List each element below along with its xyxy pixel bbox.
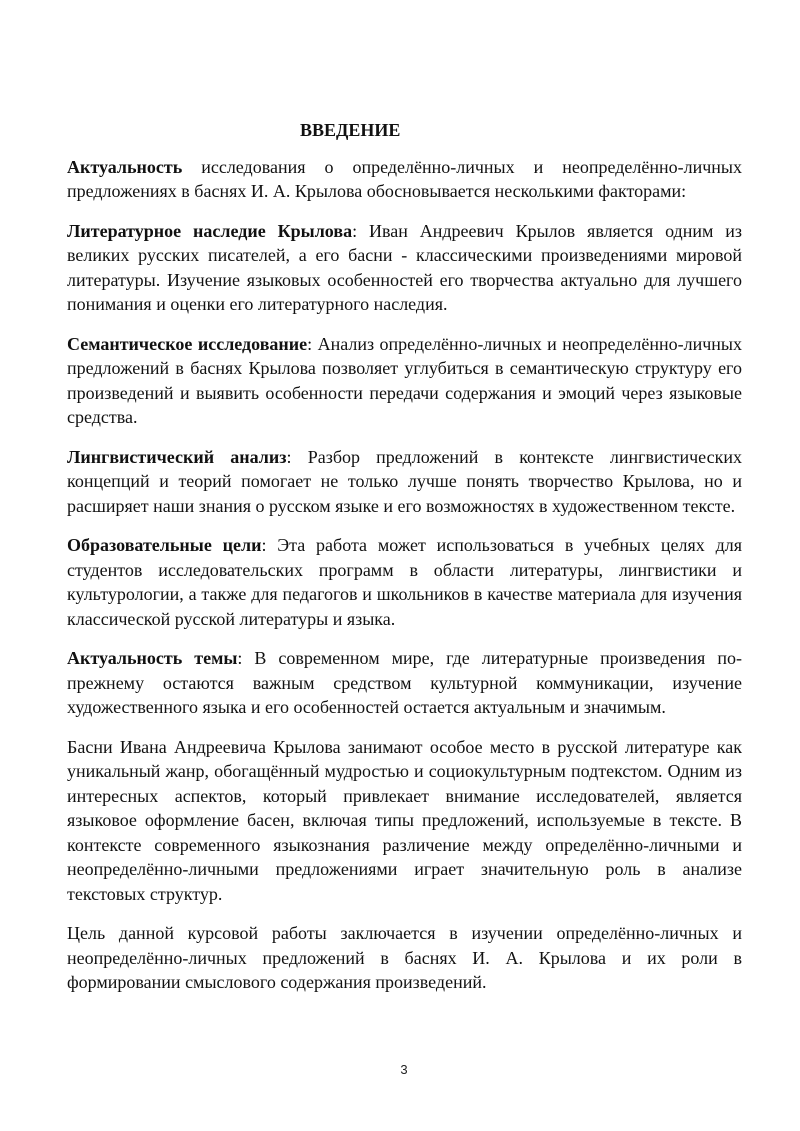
paragraph-lead: Образовательные цели — [67, 535, 262, 555]
paragraph-lead: Лингвистический анализ — [67, 446, 287, 467]
section-title: ВВЕДЕНИЕ — [300, 120, 401, 140]
paragraph-lead: Актуальность — [67, 156, 183, 177]
paragraph-body: : В современном мире, где литературные произведения по-прежнему остаются важным средством культурной коммуникации, изучение художественного языка и его особенностей остается актуальным и значимым. — [67, 648, 742, 717]
paragraph-linguistic-analysis — [67, 445, 742, 519]
paragraph-lead: Семантическое исследование — [67, 333, 308, 354]
paragraph-goal — [67, 921, 742, 995]
paragraph-body: : Иван Андреевич Крылов является одним из великих русских писателей, а его басни - классическими произведениями мировой литературы. Изучение языковых особенностей его творчества актуально для лучшего понимания и оценки его литературного наследия. — [67, 220, 742, 314]
paragraph-body: : Анализ определённо-личных и неопределённо-личных предложений в баснях Крылова позволяет углубиться в семантическую структуру его произведений и выявить особенности передачи содержания и эмоций через языковые средства. — [67, 333, 742, 427]
paragraph-semantic-study — [67, 332, 742, 430]
paragraph-lead: Актуальность темы — [67, 648, 238, 668]
page-number: 3 — [400, 1062, 408, 1077]
paragraph-lead: Литературное наследие Крылова — [67, 220, 353, 241]
paragraph-body: исследования о определённо-личных и неопределённо-личных предложениях в баснях И. А. Крылова обосновывается несколькими факторами: — [67, 156, 742, 201]
paragraph-topic-relevance — [67, 646, 742, 720]
paragraph-body: Басни Ивана Андреевича Крылова занимают особое место в русской литературе как уникальный жанр, обогащённый мудростью и социокультурным подтекстом. Одним из интересных аспектов, который привлекает внимание исследователей, является языковое оформление басен, включая типы предложений, используемые в тексте. В контексте современного языкознания различение между определённо-личными и неопределённо-личными предложениями играет значительную роль в анализе текстовых структур. — [67, 736, 742, 904]
paragraph-body: : Эта работа может использоваться в учебных целях для студентов исследовательских программ в области литературы, лингвистики и культурологии, а также для педагогов и школьников в качестве материала для изучения классической русской литературы и языка. — [67, 535, 743, 629]
paragraph-relevance — [67, 155, 742, 204]
paragraph-body: : Разбор предложений в контексте лингвистических концепций и теорий помогает не только лучше понять творчество Крылова, но и расширяет наши знания о русском языке и его возможностях в художественном тексте. — [67, 446, 742, 516]
paragraph-fables-overview — [67, 735, 742, 907]
paragraph-literary-heritage — [67, 219, 742, 317]
paragraph-body: Цель данной курсовой работы заключается в изучении определённо-личных и неопределённо-личных предложений в баснях И. А. Крылова и их роли в формировании смыслового содержания произведений. — [67, 923, 742, 992]
page-body — [67, 118, 742, 1010]
paragraph-educational-goals — [67, 533, 742, 631]
